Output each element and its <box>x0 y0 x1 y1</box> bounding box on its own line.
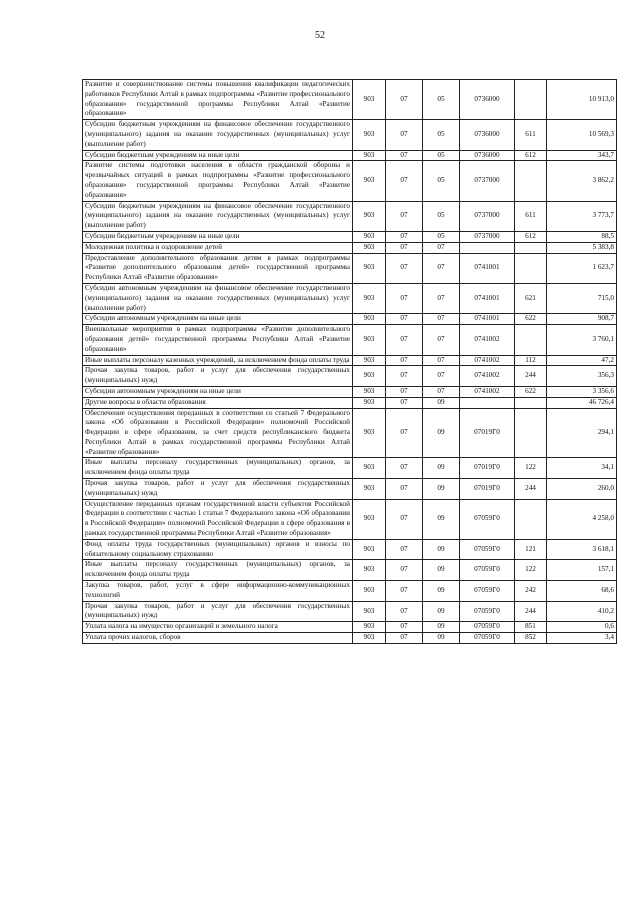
subsection-code-cell: 05 <box>423 120 460 150</box>
ministry-code-cell: 903 <box>353 161 386 201</box>
expense-type-code-cell: 121 <box>515 539 547 560</box>
subsection-code-cell: 07 <box>423 242 460 253</box>
ministry-code-cell: 903 <box>353 366 386 387</box>
section-code-cell: 07 <box>386 314 423 325</box>
target-article-code-cell: 0741001 <box>460 314 515 325</box>
ministry-code-cell: 903 <box>353 201 386 231</box>
section-code-cell: 07 <box>386 458 423 479</box>
section-code-cell: 07 <box>386 622 423 633</box>
target-article-code-cell: 07059Г0 <box>460 499 515 539</box>
expense-type-code-cell <box>515 242 547 253</box>
expense-name-cell: Прочая закупка товаров, работ и услуг для обеспечения государственных (муниципальных) нужд <box>83 601 353 622</box>
expense-name-cell: Развитие и совершенствование системы повышения квалификации педагогических работников Республики Алтай в рамках подпрограммы «Развитие профессионального образования» государственной программы Республики Алтай «Развитие образования» <box>83 80 353 120</box>
expense-type-code-cell <box>515 325 547 355</box>
section-code-cell: 07 <box>386 633 423 644</box>
expense-type-code-cell: 851 <box>515 622 547 633</box>
expense-name-cell: Субсидии автономным учреждениям на иные цели <box>83 314 353 325</box>
table-row <box>83 283 617 313</box>
table-row <box>83 499 617 539</box>
amount-cell: 3 862,2 <box>547 161 617 201</box>
section-code-cell: 07 <box>386 242 423 253</box>
section-code-cell: 07 <box>386 408 423 458</box>
expense-type-code-cell <box>515 408 547 458</box>
amount-cell: 294,1 <box>547 408 617 458</box>
section-code-cell: 07 <box>386 150 423 161</box>
amount-cell: 3 773,7 <box>547 201 617 231</box>
target-article-code-cell: 0741002 <box>460 386 515 397</box>
expense-type-code-cell <box>515 499 547 539</box>
expense-type-code-cell: 122 <box>515 458 547 479</box>
table-row <box>83 253 617 283</box>
table-row <box>83 150 617 161</box>
section-code-cell: 07 <box>386 499 423 539</box>
expense-type-code-cell: 852 <box>515 633 547 644</box>
amount-cell: 46 726,4 <box>547 397 617 408</box>
target-article-code-cell: 07019Г0 <box>460 458 515 479</box>
expense-name-cell: Субсидии автономным учреждениям на финансовое обеспечение государственного (муниципального) задания на оказание государственных (муниципальных) услуг (выполнение работ) <box>83 283 353 313</box>
expense-name-cell: Фонд оплаты труда государственных (муниципальных) органов и взносы по обязательному социальному страхованию <box>83 539 353 560</box>
ministry-code-cell: 903 <box>353 458 386 479</box>
ministry-code-cell: 903 <box>353 601 386 622</box>
expense-type-code-cell: 122 <box>515 560 547 581</box>
table-row <box>83 479 617 500</box>
expense-type-code-cell: 244 <box>515 601 547 622</box>
budget-table <box>82 79 617 644</box>
expense-type-code-cell: 622 <box>515 386 547 397</box>
expense-type-code-cell: 242 <box>515 581 547 602</box>
table-row <box>83 458 617 479</box>
target-article-code-cell: 0741002 <box>460 325 515 355</box>
expense-name-cell: Субсидии бюджетным учреждениям на иные цели <box>83 231 353 242</box>
target-article-code-cell: 0741001 <box>460 253 515 283</box>
table-row <box>83 120 617 150</box>
subsection-code-cell: 09 <box>423 458 460 479</box>
table-row <box>83 231 617 242</box>
target-article-code-cell: 0741002 <box>460 366 515 387</box>
page-number: 52 <box>315 30 325 41</box>
ministry-code-cell: 903 <box>353 231 386 242</box>
expense-name-cell: Другие вопросы в области образования <box>83 397 353 408</box>
expense-type-code-cell: 612 <box>515 150 547 161</box>
target-article-code-cell: 07059Г0 <box>460 622 515 633</box>
table-row <box>83 560 617 581</box>
section-code-cell: 07 <box>386 479 423 500</box>
subsection-code-cell: 05 <box>423 161 460 201</box>
ministry-code-cell: 903 <box>353 408 386 458</box>
amount-cell: 47,2 <box>547 355 617 366</box>
amount-cell: 410,2 <box>547 601 617 622</box>
expense-type-code-cell: 621 <box>515 283 547 313</box>
section-code-cell: 07 <box>386 253 423 283</box>
amount-cell: 1 623,7 <box>547 253 617 283</box>
table-row <box>83 161 617 201</box>
amount-cell: 10 569,3 <box>547 120 617 150</box>
section-code-cell: 07 <box>386 581 423 602</box>
target-article-code-cell: 0737000 <box>460 201 515 231</box>
amount-cell: 343,7 <box>547 150 617 161</box>
expense-name-cell: Уплата налога на имущество организаций и земельного налога <box>83 622 353 633</box>
expense-name-cell: Субсидии бюджетным учреждениям на финансовое обеспечение государственного (муниципального) задания на оказание государственных (муниципальных) услуг (выполнение работ) <box>83 120 353 150</box>
ministry-code-cell: 903 <box>353 283 386 313</box>
amount-cell: 10 913,0 <box>547 80 617 120</box>
table-row <box>83 539 617 560</box>
subsection-code-cell: 07 <box>423 325 460 355</box>
section-code-cell: 07 <box>386 539 423 560</box>
ministry-code-cell: 903 <box>353 253 386 283</box>
section-code-cell: 07 <box>386 397 423 408</box>
target-article-code-cell: 07059Г0 <box>460 581 515 602</box>
table-row <box>83 581 617 602</box>
target-article-code-cell <box>460 397 515 408</box>
subsection-code-cell: 07 <box>423 253 460 283</box>
expense-name-cell: Иные выплаты персоналу казенных учреждений, за исключением фонда оплаты труда <box>83 355 353 366</box>
target-article-code-cell: 0737000 <box>460 161 515 201</box>
subsection-code-cell: 09 <box>423 408 460 458</box>
expense-type-code-cell <box>515 161 547 201</box>
subsection-code-cell: 09 <box>423 581 460 602</box>
subsection-code-cell: 09 <box>423 622 460 633</box>
section-code-cell: 07 <box>386 80 423 120</box>
target-article-code-cell: 0736000 <box>460 120 515 150</box>
section-code-cell: 07 <box>386 231 423 242</box>
subsection-code-cell: 05 <box>423 150 460 161</box>
section-code-cell: 07 <box>386 120 423 150</box>
expense-name-cell: Закупка товаров, работ, услуг в сфере информационно-коммуникационных технологий <box>83 581 353 602</box>
subsection-code-cell: 07 <box>423 355 460 366</box>
ministry-code-cell: 903 <box>353 325 386 355</box>
amount-cell: 908,7 <box>547 314 617 325</box>
target-article-code-cell <box>460 242 515 253</box>
subsection-code-cell: 07 <box>423 314 460 325</box>
ministry-code-cell: 903 <box>353 560 386 581</box>
amount-cell: 4 258,0 <box>547 499 617 539</box>
table-row <box>83 633 617 644</box>
table-row <box>83 314 617 325</box>
amount-cell: 88,5 <box>547 231 617 242</box>
section-code-cell: 07 <box>386 601 423 622</box>
expense-name-cell: Осуществление переданных органам государственной власти субъектов Российской Федерации в соответствии с частью 1 статьи 7 Федерального закона «Об образовании в Российской Федерации» полномочий Российской Федерации в сфере образования в рамках государственной программы Республики Алтай «Развитие образования» <box>83 499 353 539</box>
target-article-code-cell: 0741001 <box>460 283 515 313</box>
table-row <box>83 397 617 408</box>
section-code-cell: 07 <box>386 386 423 397</box>
amount-cell: 3 618,1 <box>547 539 617 560</box>
expense-type-code-cell: 622 <box>515 314 547 325</box>
expense-name-cell: Прочая закупка товаров, работ и услуг для обеспечения государственных (муниципальных) нужд <box>83 366 353 387</box>
section-code-cell: 07 <box>386 560 423 581</box>
expense-name-cell: Прочая закупка товаров, работ и услуг для обеспечения государственных (муниципальных) нужд <box>83 479 353 500</box>
ministry-code-cell: 903 <box>353 499 386 539</box>
target-article-code-cell: 0736000 <box>460 150 515 161</box>
section-code-cell: 07 <box>386 283 423 313</box>
expense-name-cell: Внешкольные мероприятия в рамках подпрограммы «Развитие дополнительного образования детей» государственной программы Республики Алтай «Развитие образования» <box>83 325 353 355</box>
table-row <box>83 386 617 397</box>
table-row <box>83 622 617 633</box>
ministry-code-cell: 903 <box>353 479 386 500</box>
section-code-cell: 07 <box>386 161 423 201</box>
target-article-code-cell: 07059Г0 <box>460 601 515 622</box>
amount-cell: 3 760,1 <box>547 325 617 355</box>
amount-cell: 356,3 <box>547 366 617 387</box>
target-article-code-cell: 07059Г0 <box>460 539 515 560</box>
target-article-code-cell: 0736000 <box>460 80 515 120</box>
amount-cell: 0,6 <box>547 622 617 633</box>
ministry-code-cell: 903 <box>353 355 386 366</box>
amount-cell: 3,4 <box>547 633 617 644</box>
subsection-code-cell: 05 <box>423 231 460 242</box>
expense-name-cell: Развитие системы подготовки населения в области гражданской обороны и чрезвычайных ситуаций в рамках подпрограммы «Развитие профессионального образования» государственной программы Республики Алтай «Развитие образования» <box>83 161 353 201</box>
expense-name-cell: Иные выплаты персоналу государственных (муниципальных) органов, за исключением фонда оплаты труда <box>83 560 353 581</box>
target-article-code-cell: 0737000 <box>460 231 515 242</box>
expense-name-cell: Предоставление дополнительного образования детям в рамках подпрограммы «Развитие дополнительного образования детей» государственной программы Республики Алтай «Развитие образования» <box>83 253 353 283</box>
expense-type-code-cell: 612 <box>515 231 547 242</box>
amount-cell: 68,6 <box>547 581 617 602</box>
subsection-code-cell: 07 <box>423 366 460 387</box>
target-article-code-cell: 07019Г0 <box>460 479 515 500</box>
amount-cell: 5 383,8 <box>547 242 617 253</box>
table-row <box>83 366 617 387</box>
table-row <box>83 355 617 366</box>
table-row <box>83 601 617 622</box>
amount-cell: 157,1 <box>547 560 617 581</box>
expense-type-code-cell <box>515 80 547 120</box>
table-row <box>83 242 617 253</box>
expense-name-cell: Иные выплаты персоналу государственных (муниципальных) органов, за исключением фонда оплаты труда <box>83 458 353 479</box>
subsection-code-cell: 05 <box>423 80 460 120</box>
table-row <box>83 408 617 458</box>
ministry-code-cell: 903 <box>353 314 386 325</box>
subsection-code-cell: 09 <box>423 479 460 500</box>
table-row <box>83 201 617 231</box>
section-code-cell: 07 <box>386 366 423 387</box>
ministry-code-cell: 903 <box>353 622 386 633</box>
ministry-code-cell: 903 <box>353 539 386 560</box>
ministry-code-cell: 903 <box>353 397 386 408</box>
expense-type-code-cell <box>515 253 547 283</box>
subsection-code-cell: 09 <box>423 633 460 644</box>
ministry-code-cell: 903 <box>353 120 386 150</box>
subsection-code-cell: 07 <box>423 283 460 313</box>
expense-type-code-cell: 244 <box>515 479 547 500</box>
target-article-code-cell: 07059Г0 <box>460 633 515 644</box>
expense-type-code-cell: 611 <box>515 201 547 231</box>
ministry-code-cell: 903 <box>353 581 386 602</box>
expense-name-cell: Уплата прочих налогов, сборов <box>83 633 353 644</box>
subsection-code-cell: 09 <box>423 601 460 622</box>
ministry-code-cell: 903 <box>353 150 386 161</box>
expense-type-code-cell <box>515 397 547 408</box>
section-code-cell: 07 <box>386 201 423 231</box>
amount-cell: 715,0 <box>547 283 617 313</box>
section-code-cell: 07 <box>386 325 423 355</box>
ministry-code-cell: 903 <box>353 80 386 120</box>
target-article-code-cell: 07019Г0 <box>460 408 515 458</box>
expense-type-code-cell: 611 <box>515 120 547 150</box>
ministry-code-cell: 903 <box>353 386 386 397</box>
section-code-cell: 07 <box>386 355 423 366</box>
expense-type-code-cell: 244 <box>515 366 547 387</box>
table-row <box>83 80 617 120</box>
subsection-code-cell: 05 <box>423 201 460 231</box>
expense-type-code-cell: 112 <box>515 355 547 366</box>
budget-table-body <box>83 80 617 644</box>
expense-name-cell: Молодежная политика и оздоровление детей <box>83 242 353 253</box>
amount-cell: 260,0 <box>547 479 617 500</box>
ministry-code-cell: 903 <box>353 242 386 253</box>
expense-name-cell: Обеспечение осуществления переданных в соответствии со статьей 7 Федерального закона «Об образовании в Российской Федерации» полномочий Российской Федерации в сфере образования, за счет средств республиканского бюджета Республики Алтай в рамках государственной программы Республики Алтай «Развитие образования» <box>83 408 353 458</box>
amount-cell: 3 356,6 <box>547 386 617 397</box>
subsection-code-cell: 09 <box>423 397 460 408</box>
target-article-code-cell: 07059Г0 <box>460 560 515 581</box>
expense-name-cell: Субсидии бюджетным учреждениям на иные цели <box>83 150 353 161</box>
subsection-code-cell: 09 <box>423 499 460 539</box>
expense-name-cell: Субсидии автономным учреждениям на иные цели <box>83 386 353 397</box>
expense-name-cell: Субсидии бюджетным учреждениям на финансовое обеспечение государственного (муниципального) задания на оказание государственных (муниципальных) услуг (выполнение работ) <box>83 201 353 231</box>
subsection-code-cell: 07 <box>423 386 460 397</box>
ministry-code-cell: 903 <box>353 633 386 644</box>
table-row <box>83 325 617 355</box>
amount-cell: 34,1 <box>547 458 617 479</box>
target-article-code-cell: 0741002 <box>460 355 515 366</box>
subsection-code-cell: 09 <box>423 560 460 581</box>
subsection-code-cell: 09 <box>423 539 460 560</box>
